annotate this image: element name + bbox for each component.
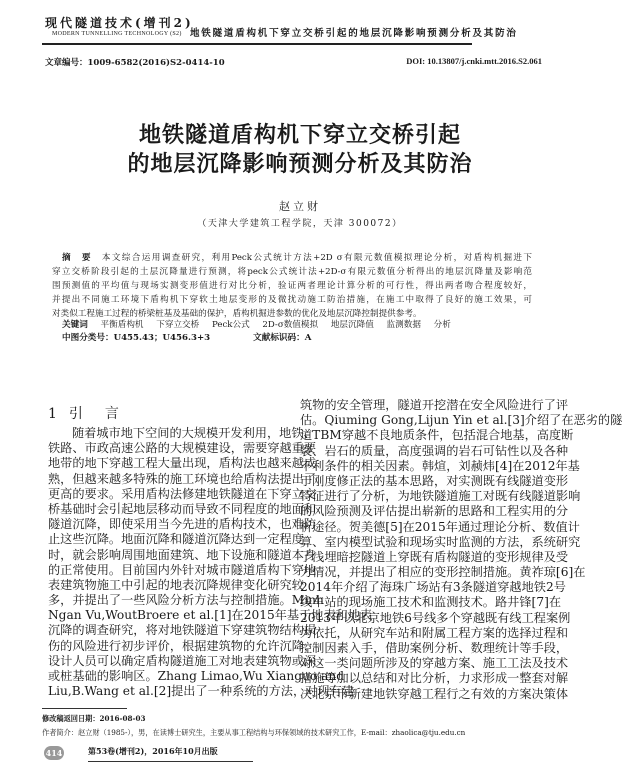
issue-info: 第53卷(增刊2)，2016年10月出版 xyxy=(88,746,218,756)
keywords-label: 关键词 xyxy=(62,320,88,330)
right-column xyxy=(300,398,622,702)
body-text-line: 隧道沉降，即使采用当今先进的盾构技术，也难防 xyxy=(48,517,317,532)
body-text-line: 裂、岩石的质量，高度强调的岩石可钻性以及各种 xyxy=(300,443,569,458)
abstract-line: 围预测值的平均值与现场实测变形值进行对比分析，验证两者理论计算分析的可行性，得出两者吻合程度较好， xyxy=(52,281,532,291)
abstract-label: 摘 要 xyxy=(62,253,92,263)
body-text-line: 算、室内模型试验和现场实时监测的方法，系统研究 xyxy=(300,534,581,549)
body-text-line: 道TBM穿越不良地质条件，包括混合地基，高度断 xyxy=(300,428,574,443)
body-text-line: 伤的风险进行初步评价，根据建筑物的允许沉降， xyxy=(48,638,317,653)
keyword: 2D-σ数值模拟 xyxy=(262,320,319,330)
received-date: 修改稿返回日期：2016-08-03 xyxy=(42,714,146,723)
body-text-line: 措施等加以总结和对比分析，力求形成一整套对解 xyxy=(300,671,569,686)
abstract-line: 穿立交桥阶段引起的土层沉降量进行预测，将peck公式统计法+2D-σ有限元数值分析得出的地层沉降量及影响范 xyxy=(52,267,532,277)
keyword: 地层沉降值 xyxy=(330,320,374,330)
section-heading xyxy=(48,403,123,423)
body-text-line: 的风险预测及评估提出崭新的思路和工程实用的分 xyxy=(300,504,569,519)
body-text-line: 不利条件的相关因素。韩煊，刘赪炜[4]在2012年基 xyxy=(300,458,580,473)
body-text-line: 桥基础时会引起地层移动而导致不同程度的地面和 xyxy=(48,501,317,516)
body-text-line: 析途径。贺美德[5]在2015年通过理论分析、数值计 xyxy=(300,519,580,534)
body-text-line: 沉降的调查研究，将对地铁隧道下穿建筑物结构损 xyxy=(48,623,317,638)
left-column xyxy=(48,426,373,699)
body-text-line: 铁路、市政高速公路的大规模建设，需要穿越重要 xyxy=(48,441,317,456)
abstract-line: 本文综合运用调查研究，利用Peck公式统计方法+2D σ有限元数值模拟理论分析，对盾构机掘进下 xyxy=(101,253,532,263)
body-text-line: 时，就会影响周围地面建筑、地下设施和隧道本身 xyxy=(48,547,317,562)
body-text-line: 力情况，并提出了相应的变形控制措施。黄祚琼[6]在 xyxy=(300,565,586,580)
body-text-line: 2013年以北京地铁6号线多个穿越既有线工程案例 xyxy=(300,610,571,625)
abstract-line: 对类似工程施工过程的桥梁桩基及基础的保护，盾构机掘进参数的优化及地层沉降控制提供参考。 xyxy=(52,309,422,319)
keyword: 分析 xyxy=(433,320,451,330)
doc-code-value: A xyxy=(304,333,312,343)
body-text-line: 的正常使用。目前国内外针对城市隧道盾构下穿地 xyxy=(48,562,317,577)
body-text-line: 决北京市新建地铁穿越工程行之有效的方案决策体 xyxy=(300,686,569,701)
keyword: 平衡盾构机 xyxy=(100,320,144,330)
keyword: 下穿立交桥 xyxy=(156,320,200,330)
keyword: Peck公式 xyxy=(211,320,250,330)
body-text-line: 估。Qiuming Gong,Lijun Yin et al.[3]介绍了在恶劣的隧 xyxy=(300,413,622,428)
affiliation: （天津大学建筑工程学院，天津 300072） xyxy=(197,219,403,229)
body-text-line: Liu,B.Wang et al.[2]提出了一种系统的方法，对现有建 xyxy=(48,684,354,699)
doi: DOI: 10.13807/j.cnki.mtt.2016.S2.061 xyxy=(406,56,542,66)
section-title: 引 言 xyxy=(68,406,123,422)
body-text-line: 表建筑物施工中引起的地表沉降规律变化研究较 xyxy=(48,577,304,592)
body-text-line: 为依托，从研究车站和附属工程方案的选择过程和 xyxy=(300,625,569,640)
footer-rule xyxy=(88,761,253,762)
body-text-line: 了浅埋暗挖隧道上穿既有盾构隧道的变形规律及受 xyxy=(300,549,569,564)
body-text-line: 更高的要求。采用盾构法修建地铁隧道在下穿立交 xyxy=(48,486,317,501)
body-text-line: 对这一类问题所涉及的穿越方案、施工工法及技术 xyxy=(300,656,569,671)
footnote-rule xyxy=(42,708,127,709)
journal-name-english: MODERN TUNNELLING TECHNOLOGY (S2) xyxy=(52,31,182,37)
clc-label: 中图分类号： xyxy=(62,333,114,343)
body-text-line: 于刚度修正法的基本思路，对实测既有线隧道变形 xyxy=(300,473,569,488)
body-text-line: 特征进行了分析，为地铁隧道施工对既有线隧道影响 xyxy=(300,489,581,504)
article-number: 文章编号：1009-6582(2016)S2-0414-10 xyxy=(45,58,225,68)
doc-code-label: 文献标识码： xyxy=(253,333,305,343)
journal-name: 现代隧道技术(增刊2) xyxy=(45,16,194,30)
body-text-line: 地带的地下穿越工程大量出现，盾构法也越来越成 xyxy=(48,456,317,471)
page-number: 414 xyxy=(45,748,63,758)
paper-title-line2: 的地层沉降影响预测分析及其防治 xyxy=(127,152,473,177)
body-text-line: 设计人员可以确定盾构隧道施工对地表建筑物或深 xyxy=(48,653,317,668)
keyword: 监测数据 xyxy=(386,320,421,330)
section-number: 1 xyxy=(48,406,61,422)
body-text-line: 多，并提出了一些风险分析方法与控制措施。Minh xyxy=(48,593,324,608)
author: 赵立财 xyxy=(279,200,321,213)
abstract xyxy=(52,251,532,321)
body-text-line: 线车站的现场施工技术和监测技术。路井锋[7]在 xyxy=(300,595,562,610)
author-bio: 作者简介：赵立财（1985-），男，在读博士研究生，主要从事工程结构与环保领域的技术研究工作，E-mail：zhaolica@tju.edu.cn xyxy=(42,728,466,737)
body-text-line: Ngan Vu,WoutBroere et al.[1]在2015年基于地表和地表 xyxy=(48,608,373,623)
classification xyxy=(52,331,311,343)
body-text-line: 熟，但越来越多特殊的施工环境也给盾构法提出了 xyxy=(48,471,317,486)
body-text-line: 筑物的安全管理，隧道开挖潜在安全风险进行了评 xyxy=(300,398,569,412)
keywords xyxy=(52,318,461,330)
body-text-line: 2014年介绍了海珠广场站有3条隧道穿越地铁2号 xyxy=(300,580,566,595)
paper-title-line1: 地铁隧道盾构机下穿立交桥引起 xyxy=(138,123,461,148)
body-text-line: 止这些沉降。地面沉降和隧道沉降达到一定程度 xyxy=(48,532,304,547)
abstract-line: 并提出不同施工环境下盾构机下穿软土地层变形的及微扰动施工防治措施，在施工中取得了良好的施工效果，可 xyxy=(52,295,532,305)
body-text-line: 随着城市地下空间的大规模开发利用，地铁、 xyxy=(72,426,316,440)
body-text-line: 控制因素入手，借助案例分析、数理统计等手段， xyxy=(300,641,569,655)
running-title: 地铁隧道盾构机下穿立交桥引起的地层沉降影响预测分析及其防治 xyxy=(190,28,518,39)
header-rule xyxy=(42,43,472,45)
body-text-line: 或桩基础的影响区。Zhang Limao,Wu Xianguo and xyxy=(48,669,345,683)
clc-value: U455.43；U456.3+3 xyxy=(113,333,211,343)
